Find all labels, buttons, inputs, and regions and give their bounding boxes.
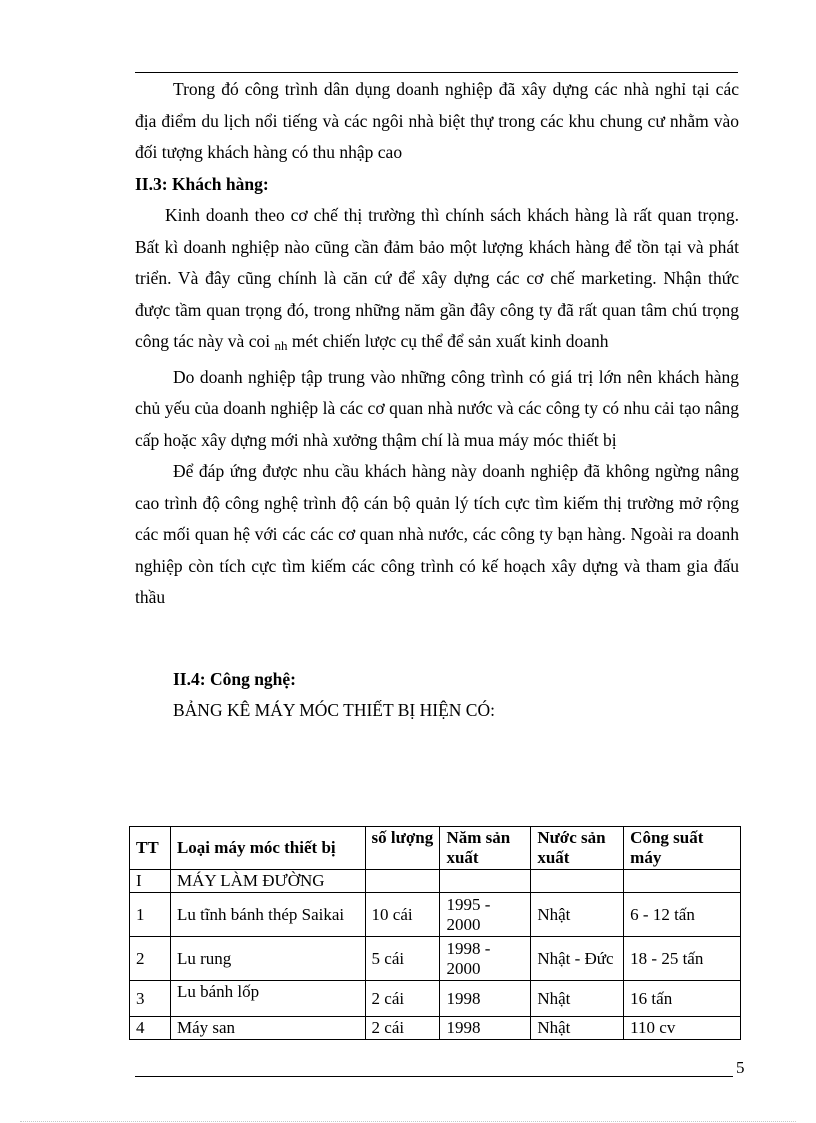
customers-paragraph-1-subscript: nh [274,338,288,353]
cell-year: 1998 - 2000 [440,937,531,981]
cell-name: Lu tĩnh bánh thép Saikai [170,893,365,937]
footer-rule [135,1076,733,1077]
header-rule [135,72,738,73]
cell-qty: 2 cái [365,1017,440,1040]
cell-tt: 3 [130,981,171,1017]
cell-country: Nhật [531,893,624,937]
customers-paragraph-3: Để đáp ứng được nhu cầu khách hàng này doanh nghiệp đã không ngừng nâng cao trình độ công nghệ trình độ cán bộ quản lý tích cực tìm kiếm thị trường mở rộng các mối quan hệ với các các cơ quan nhà nước, các công ty bạn hàng. Ngoài ra doanh nghiệp còn tích cực tìm kiếm các công trình có kế hoạch xây dựng và tham gia đấu thầu [135,461,739,607]
cell-qty: 2 cái [365,981,440,1017]
header-year: Năm sản xuất [440,827,531,870]
equipment-table [129,826,741,1040]
section-technology-heading: II.4: Công nghệ: [173,668,297,689]
group-tt: I [130,870,171,893]
table-header-row [130,827,741,870]
customers-paragraph-1-text: Kinh doanh theo cơ chế thị trường thì chính sách khách hàng là rất quan trọng. Bất kì doanh nghiệp nào cũng cần đảm bảo một lượng khách hàng để tồn tại và phát triển. Và đây cũng chính là căn cứ để xây dựng các cơ chế marketing. Nhận thức được tầm quan trọng đó, trong những năm gần đây công ty đã rất quan tâm chú trọng công tác này và coi [135,205,739,351]
page-edge [20,1121,796,1122]
cell-tt: 4 [130,1017,171,1040]
cell-power: 16 tấn [624,981,741,1017]
cell-tt: 1 [130,893,171,937]
cell-power: 6 - 12 tấn [624,893,741,937]
equipment-table-title: BẢNG KÊ MÁY MÓC THIẾT BỊ HIỆN CÓ: [173,700,495,720]
table-row [130,937,741,981]
cell-year: 1998 [440,1017,531,1040]
section-customers-heading: II.3: Khách hàng: [135,173,269,194]
customers-paragraph-1 [135,200,739,362]
table-row [130,893,741,937]
cell-year: 1998 [440,981,531,1017]
cell-power: 18 - 25 tấn [624,937,741,981]
cell-name: Máy san [170,1017,365,1040]
cell-country: Nhật [531,1017,624,1040]
header-tt: TT [130,827,171,870]
page-number: 5 [736,1058,745,1077]
cell-name: Lu bánh lốp [170,981,365,1017]
header-qty: số lượng [365,827,440,870]
document-body [135,74,739,727]
cell-year: 1995 - 2000 [440,893,531,937]
group-name: MÁY LÀM ĐƯỜNG [170,870,365,893]
cell-tt: 2 [130,937,171,981]
table-group-row [130,870,741,893]
cell-qty: 5 cái [365,937,440,981]
header-country: Nước sản xuất [531,827,624,870]
header-power: Công suất máy [624,827,741,870]
header-name: Loại máy móc thiết bị [170,827,365,870]
cell-country: Nhật - Đức [531,937,624,981]
customers-paragraph-1-end: mét chiến lược cụ thể để sản xuất kinh doanh [287,331,609,351]
table-row [130,1017,741,1040]
customers-paragraph-2: Do doanh nghiệp tập trung vào những công trình có giá trị lớn nên khách hàng chủ yếu của doanh nghiệp là các cơ quan nhà nước và các công ty có nhu cải tạo nâng cấp hoặc xây dựng mới nhà xưởng thậm chí là mua máy móc thiết bị [135,366,739,450]
intro-paragraph: Trong đó công trình dân dụng doanh nghiệp đã xây dựng các nhà nghỉ tại các địa điểm du lịch nổi tiếng và các ngôi nhà biệt thự trong các khu chung cư nhằm vào đối tượng khách hàng có thu nhập cao [135,79,739,162]
table-row [130,981,741,1017]
cell-country: Nhật [531,981,624,1017]
cell-name: Lu rung [170,937,365,981]
cell-qty: 10 cái [365,893,440,937]
cell-power: 110 cv [624,1017,741,1040]
